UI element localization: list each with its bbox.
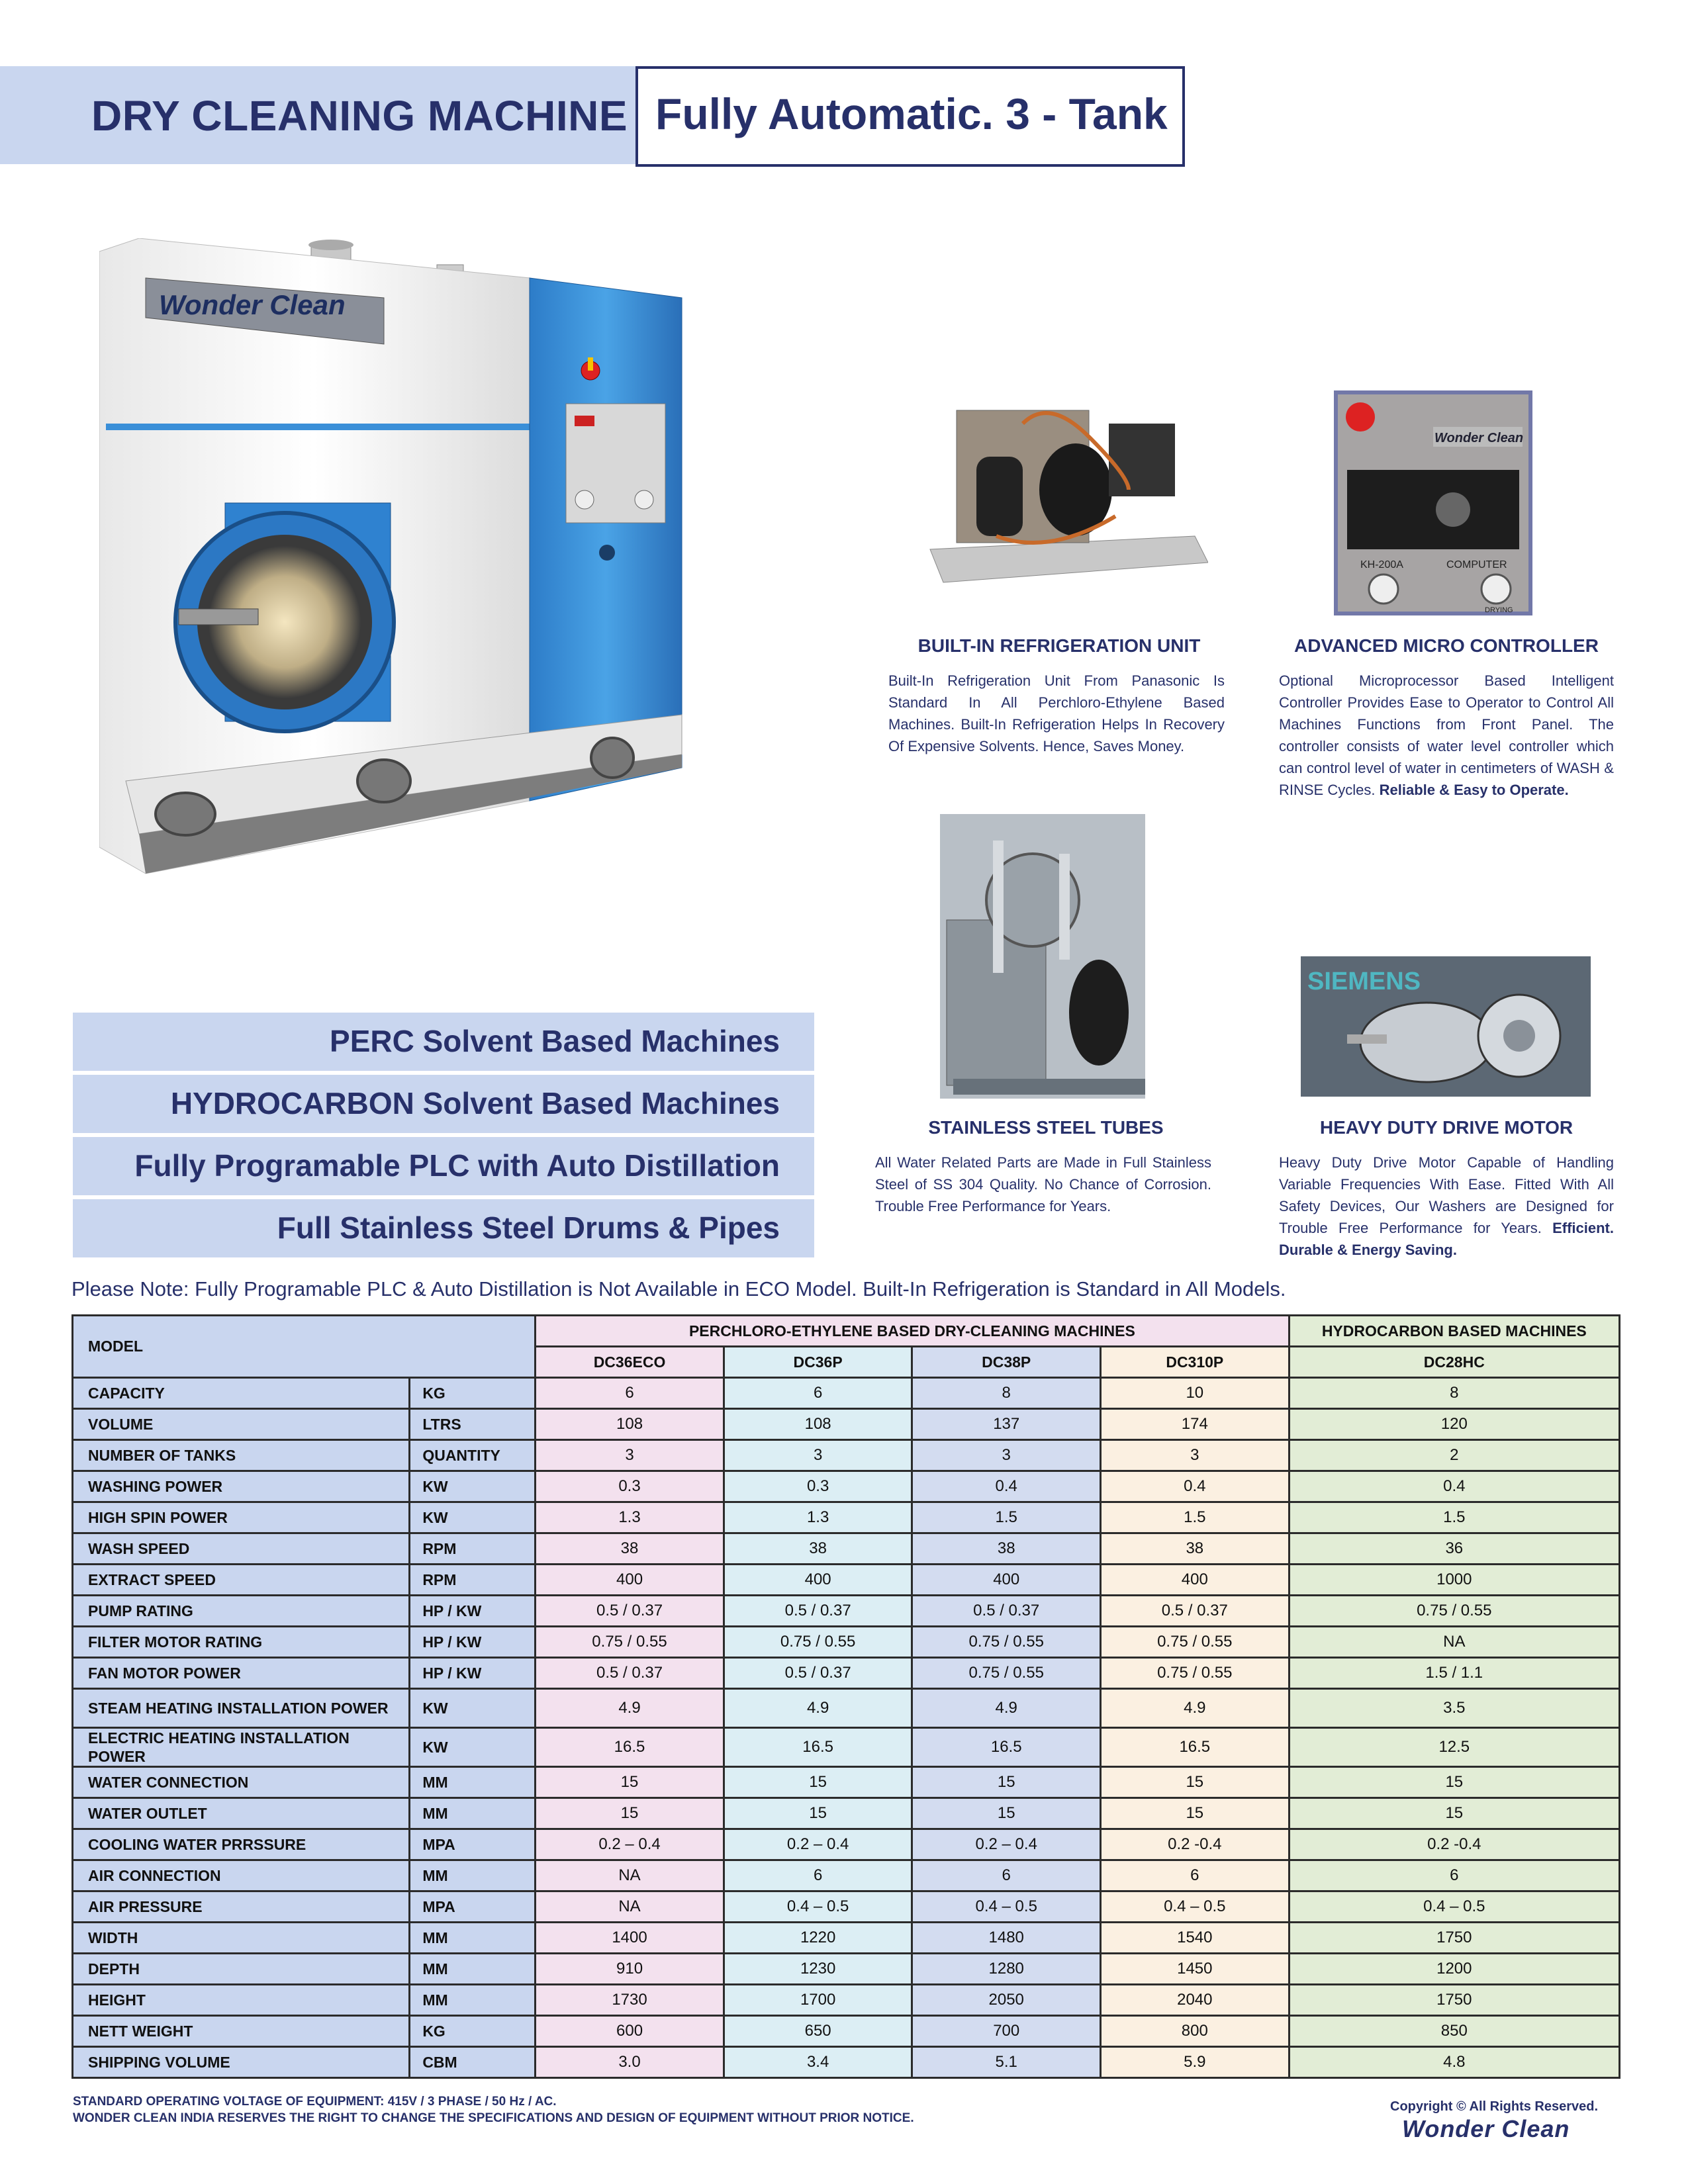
- controller-brand-text: Wonder Clean: [1434, 431, 1524, 445]
- row-label: PUMP RATING: [73, 1596, 410, 1627]
- row-unit: RPM: [410, 1533, 536, 1565]
- group-header-perc: PERCHLORO-ETHYLENE BASED DRY-CLEANING MACHINES: [536, 1316, 1289, 1347]
- controller-dial-label: DRYING: [1485, 606, 1513, 614]
- table-cell: 3: [912, 1440, 1101, 1471]
- table-cell: 0.5 / 0.37: [724, 1658, 912, 1689]
- table-cell: 15: [536, 1798, 724, 1829]
- table-cell: 2040: [1101, 1985, 1290, 2016]
- table-cell: 15: [912, 1767, 1101, 1798]
- table-cell: 400: [912, 1565, 1101, 1596]
- table-cell: 0.75 / 0.55: [1289, 1596, 1619, 1627]
- table-cell: 1.5: [912, 1502, 1101, 1533]
- table-row: [73, 1596, 1620, 1627]
- table-cell: NA: [536, 1860, 724, 1891]
- table-cell: 0.5 / 0.37: [912, 1596, 1101, 1627]
- table-cell: 910: [536, 1954, 724, 1985]
- refrigeration-unit-photo: [917, 384, 1208, 609]
- banner-hydrocarbon: [73, 1075, 814, 1133]
- table-cell: 38: [724, 1533, 912, 1565]
- table-cell: 16.5: [912, 1728, 1101, 1767]
- table-cell: 15: [1289, 1798, 1619, 1829]
- row-unit: MM: [410, 1860, 536, 1891]
- table-cell: 38: [912, 1533, 1101, 1565]
- row-label: HEIGHT: [73, 1985, 410, 2016]
- table-cell: 0.2 – 0.4: [724, 1829, 912, 1860]
- table-cell: 0.4 – 0.5: [912, 1891, 1101, 1923]
- dry-cleaning-machine-image: [99, 238, 695, 999]
- table-cell: 0.75 / 0.55: [1101, 1627, 1290, 1658]
- table-cell: 6: [724, 1860, 912, 1891]
- feature-title-motor: HEAVY DUTY DRIVE MOTOR: [1319, 1117, 1573, 1138]
- feature-body-motor: [1279, 1152, 1614, 1261]
- table-cell: 3: [724, 1440, 912, 1471]
- table-cell: 1.5: [1289, 1502, 1619, 1533]
- table-cell: 16.5: [536, 1728, 724, 1767]
- feature-body-text: Built-In Refrigeration Unit From Panasonic Is Standard In All Perchloro-Ethylene Based Machines. Built-In Refrigeration Helps In Recovery Of Expensive Solvents. Hence, Saves Money.: [888, 672, 1225, 754]
- table-cell: 0.75 / 0.55: [1101, 1658, 1290, 1689]
- feature-body-tubes: [875, 1152, 1211, 1217]
- banner-plc: [73, 1137, 814, 1195]
- stainless-steel-tubes-photo: [927, 814, 1158, 1105]
- row-unit: MM: [410, 1985, 536, 2016]
- table-cell: 15: [724, 1798, 912, 1829]
- row-unit: RPM: [410, 1565, 536, 1596]
- row-unit: CBM: [410, 2047, 536, 2078]
- feature-title-controller: ADVANCED MICRO CONTROLLER: [1294, 635, 1599, 656]
- row-unit: HP / KW: [410, 1596, 536, 1627]
- table-cell: 108: [536, 1409, 724, 1440]
- header-title-bar: [0, 66, 635, 164]
- please-note: Please Note: Fully Programable PLC & Auto Distillation is Not Available in ECO Model. Built-In Refrigeration is Standard in All Models.: [71, 1277, 1286, 1300]
- table-cell: 0.75 / 0.55: [536, 1627, 724, 1658]
- row-unit: MM: [410, 1798, 536, 1829]
- table-cell: 2050: [912, 1985, 1101, 2016]
- row-label: WASHING POWER: [73, 1471, 410, 1502]
- table-cell: 5.1: [912, 2047, 1101, 2078]
- row-label: NUMBER OF TANKS: [73, 1440, 410, 1471]
- banner-stainless: [73, 1199, 814, 1257]
- row-label: FAN MOTOR POWER: [73, 1658, 410, 1689]
- table-cell: 0.4: [912, 1471, 1101, 1502]
- table-cell: 0.4: [1101, 1471, 1290, 1502]
- row-label: CAPACITY: [73, 1378, 410, 1409]
- table-cell: 15: [912, 1798, 1101, 1829]
- table-cell: 1700: [724, 1985, 912, 2016]
- banner-text: Fully Programable PLC with Auto Distillation: [134, 1148, 780, 1183]
- table-cell: 0.5 / 0.37: [1101, 1596, 1290, 1627]
- row-unit: MM: [410, 1954, 536, 1985]
- row-label: HIGH SPIN POWER: [73, 1502, 410, 1533]
- table-row: [73, 2016, 1620, 2047]
- table-row: [73, 1767, 1620, 1798]
- row-label: ELECTRIC HEATING INSTALLATION POWER: [73, 1728, 410, 1767]
- table-row: [73, 1658, 1620, 1689]
- drive-motor-photo: [1301, 956, 1591, 1097]
- table-cell: 0.2 -0.4: [1101, 1829, 1290, 1860]
- banner-text: HYDROCARBON Solvent Based Machines: [170, 1086, 780, 1120]
- micro-controller-photo: [1334, 390, 1532, 615]
- table-cell: 38: [536, 1533, 724, 1565]
- table-cell: NA: [536, 1891, 724, 1923]
- table-cell: 4.8: [1289, 2047, 1619, 2078]
- table-cell: 1.3: [536, 1502, 724, 1533]
- group-header-hydrocarbon: HYDROCARBON BASED MACHINES: [1289, 1316, 1619, 1347]
- row-unit: MM: [410, 1767, 536, 1798]
- row-label: WASH SPEED: [73, 1533, 410, 1565]
- spec-table-body: [73, 1378, 1620, 2078]
- header-subtitle-box: [635, 66, 1185, 167]
- table-cell: 16.5: [1101, 1728, 1290, 1767]
- model-name: DC310P: [1101, 1347, 1290, 1378]
- table-cell: 0.4: [1289, 1471, 1619, 1502]
- table-cell: 36: [1289, 1533, 1619, 1565]
- table-row: [73, 1689, 1620, 1728]
- controller-label-left: KH-200A: [1360, 559, 1403, 570]
- specification-table: [71, 1314, 1620, 2079]
- table-cell: 1280: [912, 1954, 1101, 1985]
- row-unit: HP / KW: [410, 1627, 536, 1658]
- feature-body-text: Heavy Duty Drive Motor Capable of Handling Variable Frequencies With Ease. Fitted With All Safety Devices, Our Washers are Designed for Trouble Free Performance for Years.: [1279, 1154, 1614, 1236]
- row-label: WATER CONNECTION: [73, 1767, 410, 1798]
- row-unit: KG: [410, 2016, 536, 2047]
- table-cell: 3.5: [1289, 1689, 1619, 1728]
- table-cell: 1750: [1289, 1923, 1619, 1954]
- table-cell: 0.5 / 0.37: [724, 1596, 912, 1627]
- table-cell: 0.4 – 0.5: [1101, 1891, 1290, 1923]
- table-cell: 1.3: [724, 1502, 912, 1533]
- table-row: [73, 1728, 1620, 1767]
- table-cell: 15: [1101, 1767, 1290, 1798]
- table-row: [73, 1798, 1620, 1829]
- table-row: [73, 1891, 1620, 1923]
- table-cell: 5.9: [1101, 2047, 1290, 2078]
- row-label: AIR CONNECTION: [73, 1860, 410, 1891]
- footer-disclaimer: WONDER CLEAN INDIA RESERVES THE RIGHT TO CHANGE THE SPECIFICATIONS AND DESIGN OF EQUIPMENT WITHOUT PRIOR NOTICE.: [73, 2111, 914, 2125]
- table-cell: 0.75 / 0.55: [912, 1627, 1101, 1658]
- table-row: [73, 1565, 1620, 1596]
- row-label: DEPTH: [73, 1954, 410, 1985]
- table-cell: 1730: [536, 1985, 724, 2016]
- page-title: DRY CLEANING MACHINE: [91, 92, 628, 140]
- row-label: STEAM HEATING INSTALLATION POWER: [73, 1689, 410, 1728]
- table-cell: 4.9: [536, 1689, 724, 1728]
- table-cell: 1450: [1101, 1954, 1290, 1985]
- table-row: [73, 1409, 1620, 1440]
- table-cell: 400: [1101, 1565, 1290, 1596]
- row-unit: KW: [410, 1689, 536, 1728]
- table-row: [73, 1440, 1620, 1471]
- table-cell: 4.9: [1101, 1689, 1290, 1728]
- table-cell: 2: [1289, 1440, 1619, 1471]
- row-label: EXTRACT SPEED: [73, 1565, 410, 1596]
- table-cell: 0.3: [724, 1471, 912, 1502]
- feature-emphasis-text: Efficient. Durable & Energy Saving.: [1279, 1220, 1614, 1258]
- siemens-logo-text: SIEMENS: [1307, 968, 1421, 995]
- row-unit: MPA: [410, 1829, 536, 1860]
- table-cell: 1200: [1289, 1954, 1619, 1985]
- table-cell: 650: [724, 2016, 912, 2047]
- table-cell: 6: [912, 1860, 1101, 1891]
- table-cell: 15: [724, 1767, 912, 1798]
- feature-body-controller: [1279, 670, 1614, 801]
- table-cell: 108: [724, 1409, 912, 1440]
- row-label: AIR PRESSURE: [73, 1891, 410, 1923]
- table-cell: 0.2 – 0.4: [536, 1829, 724, 1860]
- row-label: NETT WEIGHT: [73, 2016, 410, 2047]
- page-subtitle: Fully Automatic. 3 - Tank: [655, 89, 1168, 138]
- table-cell: 0.2 – 0.4: [912, 1829, 1101, 1860]
- table-cell: 6: [724, 1378, 912, 1409]
- table-cell: 1.5 / 1.1: [1289, 1658, 1619, 1689]
- row-unit: KW: [410, 1471, 536, 1502]
- table-row: [73, 1533, 1620, 1565]
- table-row: [73, 1860, 1620, 1891]
- feature-body-text: All Water Related Parts are Made in Full Stainless Steel of SS 304 Quality. No Chance of Corrosion. Trouble Free Performance for Years.: [875, 1154, 1211, 1214]
- table-cell: 800: [1101, 2016, 1290, 2047]
- copyright: Copyright © All Rights Reserved.: [1390, 2099, 1599, 2114]
- table-cell: 8: [912, 1378, 1101, 1409]
- table-cell: 1540: [1101, 1923, 1290, 1954]
- table-cell: 1230: [724, 1954, 912, 1985]
- table-cell: 0.3: [536, 1471, 724, 1502]
- row-label: SHIPPING VOLUME: [73, 2047, 410, 2078]
- table-cell: 6: [1289, 1860, 1619, 1891]
- model-name: DC28HC: [1289, 1347, 1619, 1378]
- table-cell: 137: [912, 1409, 1101, 1440]
- table-cell: 174: [1101, 1409, 1290, 1440]
- table-cell: 0.4 – 0.5: [1289, 1891, 1619, 1923]
- model-name: DC36P: [724, 1347, 912, 1378]
- row-unit: QUANTITY: [410, 1440, 536, 1471]
- table-cell: 600: [536, 2016, 724, 2047]
- feature-body-text: Optional Microprocessor Based Intelligent Controller Provides Ease to Operator to Control All Machines Functions from Front Panel. The controller consists of water level controller which can control level of water in centimeters of WASH & RINSE Cycles.: [1279, 672, 1614, 798]
- table-cell: 15: [1101, 1798, 1290, 1829]
- row-unit: KW: [410, 1502, 536, 1533]
- table-cell: 0.75 / 0.55: [724, 1627, 912, 1658]
- model-name: DC36ECO: [536, 1347, 724, 1378]
- row-unit: KW: [410, 1728, 536, 1767]
- table-cell: 6: [1101, 1860, 1290, 1891]
- row-unit: LTRS: [410, 1409, 536, 1440]
- row-label: VOLUME: [73, 1409, 410, 1440]
- table-row: [73, 1471, 1620, 1502]
- table-row: [73, 1378, 1620, 1409]
- table-cell: 1.5: [1101, 1502, 1290, 1533]
- table-cell: 700: [912, 2016, 1101, 2047]
- table-row: [73, 1985, 1620, 2016]
- table-cell: 3: [536, 1440, 724, 1471]
- row-unit: MM: [410, 1923, 536, 1954]
- table-cell: 4.9: [912, 1689, 1101, 1728]
- table-cell: 1000: [1289, 1565, 1619, 1596]
- row-unit: MPA: [410, 1891, 536, 1923]
- table-row: [73, 1502, 1620, 1533]
- table-row: [73, 2047, 1620, 2078]
- table-cell: 0.75 / 0.55: [912, 1658, 1101, 1689]
- row-unit: HP / KW: [410, 1658, 536, 1689]
- footer-logo: Wonder Clean: [1402, 2115, 1570, 2142]
- table-row: [73, 1829, 1620, 1860]
- feature-emphasis-text: Reliable & Easy to Operate.: [1379, 782, 1569, 798]
- machine-brand-text: Wonder Clean: [159, 289, 346, 320]
- table-cell: 400: [724, 1565, 912, 1596]
- row-label: FILTER MOTOR RATING: [73, 1627, 410, 1658]
- table-cell: 850: [1289, 2016, 1619, 2047]
- table-cell: 120: [1289, 1409, 1619, 1440]
- table-cell: 16.5: [724, 1728, 912, 1767]
- table-cell: 15: [1289, 1767, 1619, 1798]
- controller-label-right: COMPUTER: [1446, 559, 1507, 570]
- table-cell: 12.5: [1289, 1728, 1619, 1767]
- table-cell: 38: [1101, 1533, 1290, 1565]
- feature-title-tubes: STAINLESS STEEL TUBES: [928, 1117, 1164, 1138]
- banner-text: PERC Solvent Based Machines: [330, 1024, 780, 1058]
- table-cell: 0.5 / 0.37: [536, 1596, 724, 1627]
- row-unit: KG: [410, 1378, 536, 1409]
- model-name: DC38P: [912, 1347, 1101, 1378]
- table-cell: 8: [1289, 1378, 1619, 1409]
- table-cell: 0.5 / 0.37: [536, 1658, 724, 1689]
- model-header: MODEL: [73, 1316, 536, 1378]
- table-cell: 3.0: [536, 2047, 724, 2078]
- banner-perc: [73, 1013, 814, 1071]
- table-cell: 1480: [912, 1923, 1101, 1954]
- table-row: [73, 1627, 1620, 1658]
- table-row: [73, 1923, 1620, 1954]
- table-row: [73, 1954, 1620, 1985]
- table-cell: 0.4 – 0.5: [724, 1891, 912, 1923]
- table-cell: 3.4: [724, 2047, 912, 2078]
- table-cell: NA: [1289, 1627, 1619, 1658]
- table-cell: 1750: [1289, 1985, 1619, 2016]
- table-cell: 400: [536, 1565, 724, 1596]
- table-cell: 3: [1101, 1440, 1290, 1471]
- table-cell: 1220: [724, 1923, 912, 1954]
- row-label: WATER OUTLET: [73, 1798, 410, 1829]
- footer-voltage: STANDARD OPERATING VOLTAGE OF EQUIPMENT: 415V / 3 PHASE / 50 Hz / AC.: [73, 2095, 557, 2109]
- feature-body-refrigeration: [888, 670, 1225, 757]
- row-label: WIDTH: [73, 1923, 410, 1954]
- table-cell: 4.9: [724, 1689, 912, 1728]
- table-cell: 6: [536, 1378, 724, 1409]
- table-cell: 0.2 -0.4: [1289, 1829, 1619, 1860]
- table-cell: 1400: [536, 1923, 724, 1954]
- row-label: COOLING WATER PRRSSURE: [73, 1829, 410, 1860]
- table-cell: 10: [1101, 1378, 1290, 1409]
- table-cell: 15: [536, 1767, 724, 1798]
- feature-title-refrigeration: BUILT-IN REFRIGERATION UNIT: [917, 635, 1201, 656]
- banner-text: Full Stainless Steel Drums & Pipes: [277, 1210, 780, 1245]
